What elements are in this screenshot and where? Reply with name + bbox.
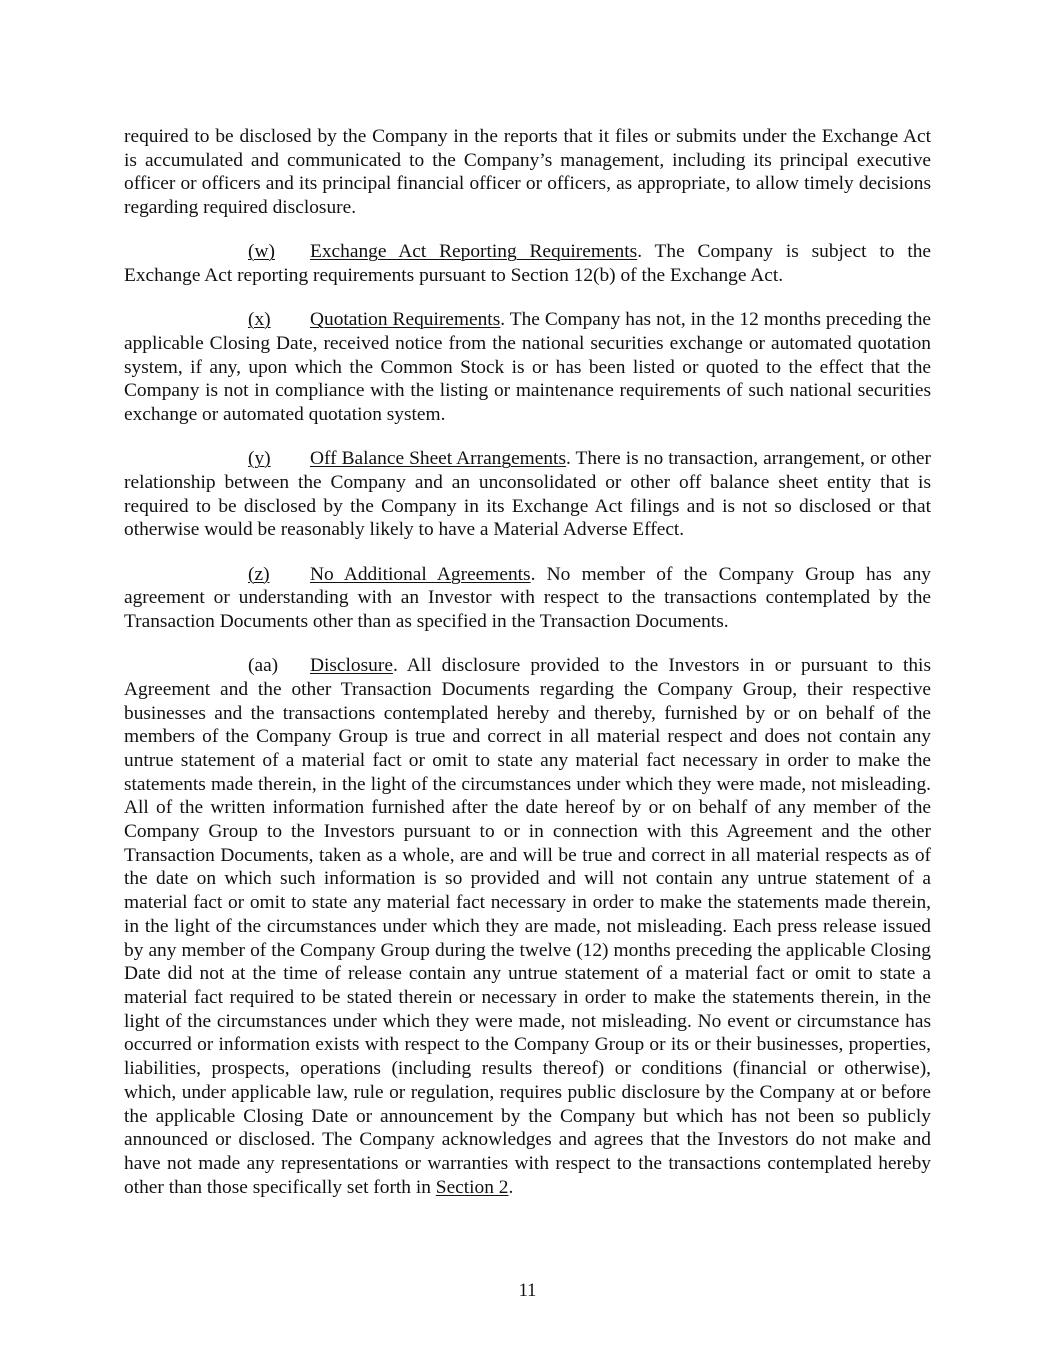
section-body: . The Company has not, in the 12 months preceding the applicable Closing Date, received notice from the national securities exchange or automated quotation system, if any, upon which the Common Stock is or has been listed or quoted to the effect that the Company is not in compliance with the listing or maintenance requirements of such national securities exchange or automated quotation system. bbox=[124, 309, 931, 426]
section-body: . All disclosure provided to the Investors in or pursuant to this Agreement and the other Transaction Documents regarding the Company Group, their respective businesses and the transactions contemplated hereby and thereby, furnished by or on behalf of the members of the Company Group is true and correct in all material respect and does not contain any untrue statement of a material fact or omit to state any material fact necessary in order to make the statements made therein, in the light of the circumstances under which they were made, not misleading. All of the written information furnished after the date hereof by or on behalf of any member of the Company Group to the Investors pursuant to or in connection with this Agreement and the other Transaction Documents, taken as a whole, are and will be true and correct in all material respects as of the date on which such information is so provided and will not contain any untrue statement of a material fact or omit to state any material fact necessary in order to make the statements made therein, in the light of the circumstances under which they are made, not misleading. Each press release issued by any member of the Company Group during the twelve (12) months preceding the applicable Closing Date did not at the time of release contain any untrue statement of a material fact or omit to state a material fact required to be stated therein or necessary in order to make the statements therein, in the light of the circumstances under which they were made, not misleading. No event or circumstance has occurred or information exists with respect to the Company Group or its or their businesses, properties, liabilities, prospects, operations (including results thereof) or conditions (financial or otherwise), which, under applicable law, rule or regulation, requires public disclosure by the Company at or before the applicable Closing Date or announcement by the Company but which has not been so publicly announced or disclosed. The Company acknowledges and agrees that the Investors do not make and have not made any representations or warranties with respect to the transactions contemplated hereby other than those specifically set forth in bbox=[124, 655, 931, 1198]
section-title: Off Balance Sheet Arrangements bbox=[310, 448, 566, 470]
section-body: . There is no transaction, arrangement, or other relationship between the Company and an unconsolidated or other off balance sheet entity that is required to be disclosed by the Company in its Exchange Act filings and is not so disclosed or that otherwise would be reasonably likely to have a Material Adverse Effect. bbox=[124, 448, 931, 541]
section-body: . No member of the Company Group has any agreement or understanding with an Investor with respect to the transactions contemplated by the Transaction Documents other than as specified in the Transaction Documents. bbox=[124, 563, 931, 632]
section-body: . The Company is subject to the Exchange Act reporting requirements pursuant to Section 12(b) of the Exchange Act. bbox=[124, 241, 932, 287]
section-z bbox=[124, 563, 931, 634]
document-page bbox=[124, 125, 931, 1199]
section-title: Disclosure bbox=[310, 655, 393, 677]
section-number: (w) bbox=[248, 241, 275, 263]
section-title: Quotation Requirements bbox=[310, 309, 501, 331]
section-number: (z) bbox=[248, 563, 270, 585]
section-number: (y) bbox=[248, 448, 271, 470]
section-w bbox=[124, 240, 931, 287]
section-y bbox=[124, 447, 931, 542]
section-title: Exchange Act Reporting Requirements bbox=[310, 241, 638, 263]
page-number: 11 bbox=[518, 1281, 537, 1301]
section-end: . bbox=[508, 1176, 514, 1198]
continuation-paragraph: required to be disclosed by the Company in the reports that it files or submits under the Exchange Act is accumulated and communicated to the Company’s management, including its principal executive officer or officers and its principal financial officer or officers, as appropriate, to allow timely decisions regarding required disclosure. bbox=[124, 126, 931, 219]
section-reference: Section 2 bbox=[435, 1176, 509, 1198]
section-aa bbox=[124, 654, 931, 1199]
section-number: (aa) bbox=[248, 655, 279, 677]
section-title: No Additional Agreements bbox=[310, 563, 531, 585]
section-x bbox=[124, 308, 931, 427]
section-number: (x) bbox=[248, 309, 271, 331]
